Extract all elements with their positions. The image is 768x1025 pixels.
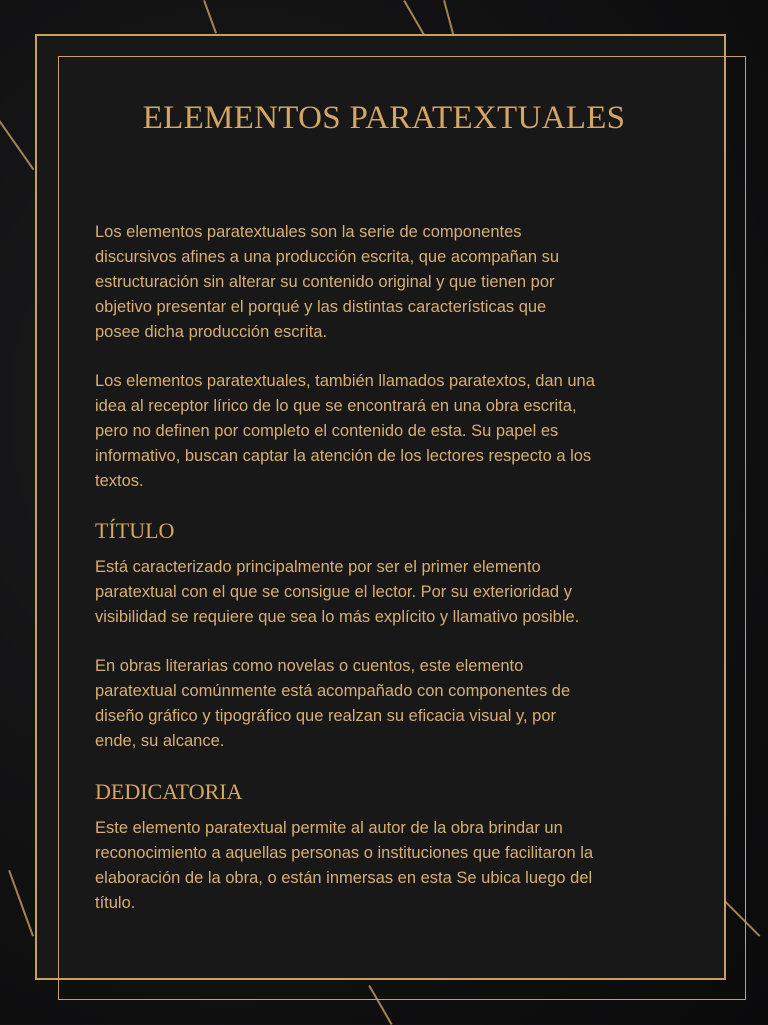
text-line: informativo, buscan captar la atención de los lectores respecto a los bbox=[95, 447, 592, 465]
text-line: ende, su alcance. bbox=[95, 732, 225, 750]
dedicatoria-paragraph bbox=[95, 816, 593, 916]
text-line: elaboración de la obra, o están inmersas en esta Se ubica luego del bbox=[95, 869, 593, 887]
section-heading-titulo: TÍTULO bbox=[95, 518, 175, 543]
text-line: paratextual con el que se consigue el lector. Por su exterioridad y bbox=[95, 583, 572, 601]
text-line: idea al receptor lírico de lo que se encontrará en una obra escrita, bbox=[95, 397, 577, 415]
text-line: posee dicha producción escrita. bbox=[95, 323, 328, 341]
text-line: visibilidad se requiere que sea lo más explícito y llamativo posible. bbox=[95, 608, 580, 626]
text-line: Este elemento paratextual permite al autor de la obra brindar un bbox=[95, 819, 563, 837]
text-line: Los elementos paratextuales son la serie de componentes bbox=[95, 223, 522, 241]
titulo-paragraph-2 bbox=[95, 654, 570, 754]
titulo-paragraph-1 bbox=[95, 555, 579, 630]
text-line: paratextual comúnmente está acompañado con componentes de bbox=[95, 682, 571, 700]
text-line: diseño gráfico y tipográfico que realzan su eficacia visual y, por bbox=[95, 707, 557, 725]
page-title: ELEMENTOS PARATEXTUALES bbox=[142, 100, 626, 136]
text-line: Está caracterizado principalmente por ser el primer elemento bbox=[95, 558, 541, 576]
intro-paragraph-2 bbox=[95, 369, 595, 494]
section-heading-dedicatoria: DEDICATORIA bbox=[95, 779, 243, 804]
intro-paragraph-1 bbox=[95, 220, 559, 345]
text-line: discursivos afines a una producción escrita, que acompañan su bbox=[95, 248, 560, 266]
text-line: pero no definen por completo el contenido de esta. Su papel es bbox=[95, 422, 559, 440]
text-line: estructuración sin alterar su contenido original y que tienen por bbox=[95, 273, 555, 291]
text-line: En obras literarias como novelas o cuentos, este elemento bbox=[95, 657, 524, 675]
text-line: título. bbox=[95, 894, 136, 912]
text-line: reconocimiento a aquellas personas o instituciones que facilitaron la bbox=[95, 844, 594, 862]
text-line: textos. bbox=[95, 472, 144, 490]
text-line: objetivo presentar el porqué y las distintas características que bbox=[95, 298, 547, 316]
text-line: Los elementos paratextuales, también llamados paratextos, dan una bbox=[95, 372, 595, 390]
